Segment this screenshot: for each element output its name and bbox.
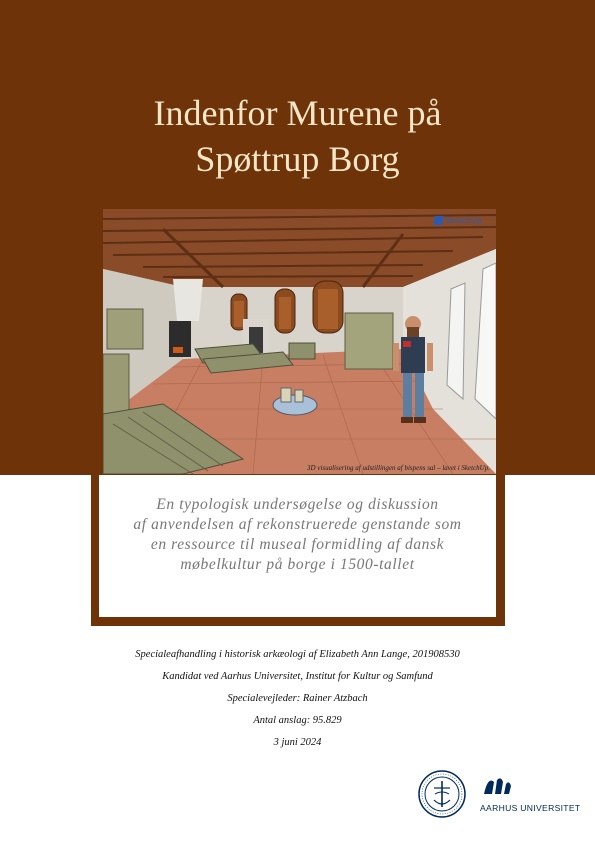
subtitle [99,475,496,575]
au-seal-icon [418,770,466,818]
subtitle-line-1: En typologisk undersøgelse og diskussion [156,496,439,513]
au-wave-icon [482,774,512,796]
sketchup-label: SketchUp [445,215,482,225]
sketchup-watermark [434,215,482,225]
image-caption: 3D visualisering af udstillingen af bispens sal – lavet i SketchUp. [307,464,490,472]
subtitle-frame [91,475,505,626]
subtitle-line-2: af anvendelsen af rekonstruerede genstande som [133,516,462,533]
thesis-line: Specialeafhandling i historisk arkæologi af Elizabeth Ann Lange, 201908530 [135,649,460,660]
logo-area [418,770,588,820]
subtitle-box [99,475,496,617]
character-count-line: Antal anslag: 95.829 [253,715,342,726]
cover-image [103,209,496,474]
subtitle-line-4: møbelkultur på borge i 1500-tallet [180,556,415,573]
sketchup-icon [433,216,444,225]
au-logo [480,774,588,813]
hall-visualization [103,209,496,474]
subtitle-line-3: en ressource til museal formidling af dansk [150,536,445,553]
supervisor-line: Specialevejleder: Rainer Atzbach [227,693,368,704]
title-line-2: Spøttrup Borg [195,139,400,179]
title-line-1: Indenfor Murene på [153,93,442,133]
date-line: 3 juni 2024 [273,737,322,748]
university-name: AARHUS UNIVERSITET [480,803,581,813]
thesis-info [0,647,595,757]
candidate-line: Kandidat ved Aarhus Universitet, Institut for Kultur og Samfund [162,671,433,682]
page-title [0,90,595,182]
